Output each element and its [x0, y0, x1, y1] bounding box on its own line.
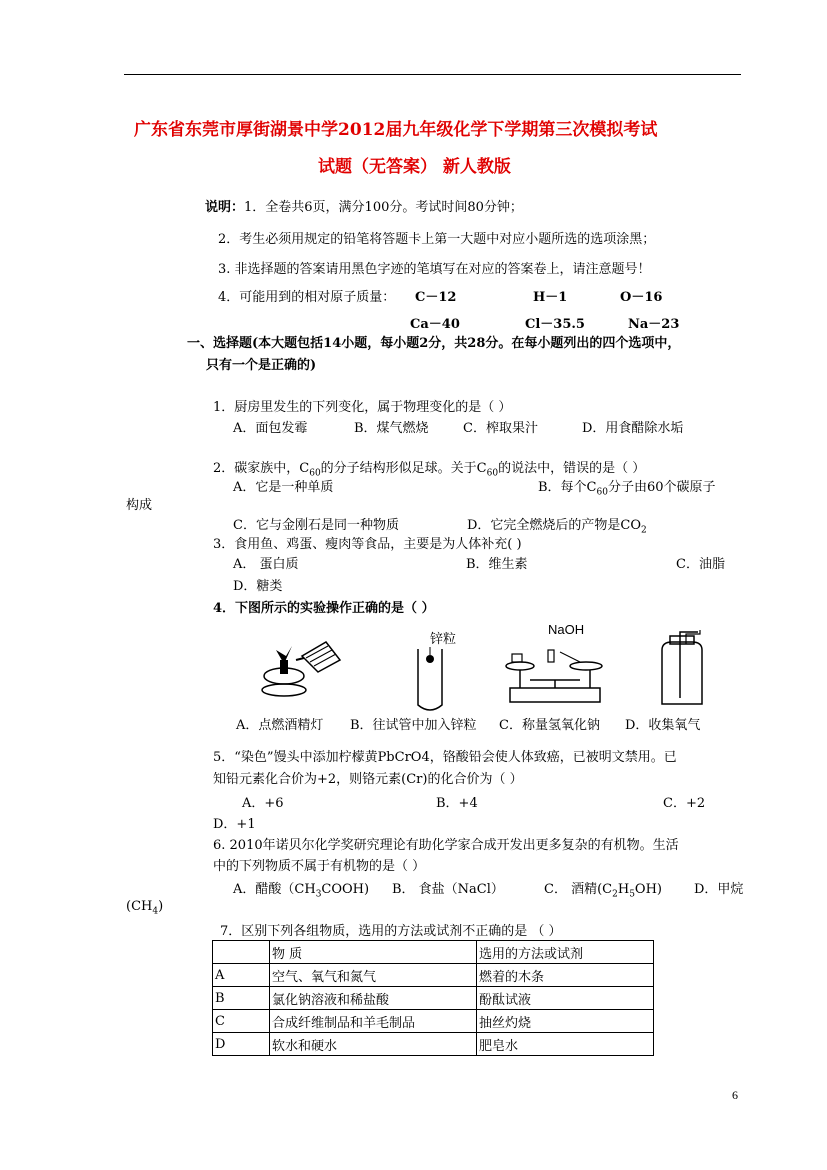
- note-1: 1．全卷共6页，满分100分。考试时间80分钟；: [244, 200, 523, 215]
- table-cell: A: [213, 964, 270, 987]
- q2-option-b-wrap: 构成: [126, 498, 153, 513]
- page-number: 6: [732, 1088, 738, 1102]
- gas-bottle-figure: [650, 630, 710, 712]
- mass-ca: Ca－40: [410, 317, 460, 332]
- q5-option-c: C．+2: [663, 796, 706, 811]
- mass-cl: Cl－35.5: [525, 317, 585, 332]
- q5-line-2: 知铅元素化合价为+2，则铬元素(Cr)的化合价为（ ）: [213, 772, 523, 787]
- q6-option-a: A．醋酸$(CH_3COOH)$: [233, 882, 370, 900]
- table-header-cell: 物 质: [270, 941, 477, 964]
- table-header-row: [213, 941, 654, 964]
- q4-option-a: A．点燃酒精灯: [236, 718, 324, 733]
- q5-option-b: B．+4: [436, 796, 478, 811]
- q3-option-b: B．维生素: [466, 557, 528, 572]
- table-cell: 合成纤维制品和羊毛制品: [270, 1010, 477, 1033]
- q2-option-c: C．它与金刚石是同一种物质: [233, 518, 399, 533]
- zinc-label: 锌粒: [430, 632, 457, 647]
- q3-stem: 3．食用鱼、鸡蛋、瘦肉等食品，主要是为人体补充( ): [213, 537, 522, 552]
- table-cell: B: [213, 987, 270, 1010]
- mass-h: H－1: [533, 290, 568, 305]
- section-heading-1: 一、选择题(本大题包括14小题，每小题2分，共28分。在每小题列出的四个选项中，: [187, 336, 681, 351]
- table-cell: C: [213, 1010, 270, 1033]
- q4-option-b: B．往试管中加入锌粒: [350, 718, 477, 733]
- q5-option-a: A．+6: [242, 796, 284, 811]
- header-rule: [124, 74, 741, 75]
- q1-option-c: C．榨取果汁: [463, 421, 538, 436]
- mass-na: Na－23: [628, 317, 680, 332]
- q7-table: [212, 940, 654, 1056]
- table-cell: 酚酞试液: [477, 987, 654, 1010]
- table-header-cell: 选用的方法或试剂: [477, 941, 654, 964]
- table-cell: 燃着的木条: [477, 964, 654, 987]
- q3-option-d: D．糖类: [233, 579, 283, 594]
- q1-option-a: A．面包发霉: [233, 421, 308, 436]
- q6-line-1: 6. 2010年诺贝尔化学奖研究理论有助化学家合成开发出更多复杂的有机物。生活: [213, 838, 679, 853]
- table-cell: 软水和硬水: [270, 1033, 477, 1056]
- title-line-1: 广东省东莞市厚街湖景中学2012届九年级化学下学期第三次模拟考试: [134, 120, 658, 140]
- balance-figure: [500, 640, 610, 710]
- q2-stem: 2．碳家族中，$C_{60}$的分子结构形似足球。关于$C_{60}$的说法中，错误的是（ ）: [213, 461, 646, 479]
- table-row: [213, 1033, 654, 1056]
- q7-stem: 7．区别下列各组物质，选用的方法或试剂不正确的是 （ ）: [220, 924, 562, 939]
- table-cell: 肥皂水: [477, 1033, 654, 1056]
- q4-option-d: D．收集氧气: [625, 718, 701, 733]
- q5-line-1: 5．“染色”馒头中添加柠檬黄PbCrO4，铬酸铅会使人体致癌，已被明文禁用。已: [213, 750, 677, 765]
- q3-option-a: A． 蛋白质: [233, 557, 299, 572]
- table-cell: 氯化钠溶液和稀盐酸: [270, 987, 477, 1010]
- note-4-label: 4．可能用到的相对原子质量：: [218, 290, 396, 305]
- q2-option-a: A．它是一种单质: [233, 480, 334, 495]
- q6-line-2: 中的下列物质不属于有机物的是（ ）: [213, 859, 426, 874]
- q6-option-b: B． 食盐（NaCl）: [392, 882, 504, 897]
- table-row: [213, 987, 654, 1010]
- table-cell: 空气、氧气和氮气: [270, 964, 477, 987]
- q1-option-d: D．用食醋除水垢: [582, 421, 684, 436]
- q6-option-d-wrap: $(CH_4)$: [126, 899, 164, 917]
- table-header-cell: [213, 941, 270, 964]
- q6-option-c: C． 酒精$(C_2H_5OH)$: [544, 882, 662, 900]
- naoh-label: NaOH: [548, 622, 585, 637]
- section-heading-2: 只有一个是正确的): [206, 358, 317, 373]
- q4-option-c: C．称量氢氧化钠: [499, 718, 600, 733]
- mass-c: C－12: [415, 290, 457, 305]
- q2-option-b: B．每个$C_{60}$分子由60个碳原子: [538, 480, 716, 498]
- table-cell: 抽丝灼烧: [477, 1010, 654, 1033]
- q3-option-c: C．油脂: [676, 557, 725, 572]
- q1-option-b: B．煤气燃烧: [354, 421, 429, 436]
- mass-o: O－16: [620, 290, 663, 305]
- table-row: [213, 1010, 654, 1033]
- note-3: 3. 非选择题的答案请用黑色字迹的笔填写在对应的答案卷上，请注意题号！: [218, 262, 651, 277]
- notes-label: 说明：: [205, 200, 245, 215]
- table-cell: D: [213, 1033, 270, 1056]
- title-line-2: 试题（无答案） 新人教版: [318, 157, 511, 177]
- q6-option-d: D．甲烷: [694, 882, 744, 897]
- alcohol-lamp-figure: [256, 630, 346, 710]
- table-row: [213, 964, 654, 987]
- q2-option-d: D．它完全燃烧后的产物是$CO_2$: [467, 518, 647, 536]
- notes-line-1: [205, 196, 523, 215]
- note-2: 2．考生必须用规定的铅笔将答题卡上第一大题中对应小题所选的选项涂黑；: [218, 232, 656, 247]
- q4-stem: 4．下图所示的实验操作正确的是（ ）: [213, 601, 435, 616]
- test-tube-figure: [410, 645, 450, 715]
- q5-option-d: D．+1: [213, 817, 256, 832]
- q1-stem: 1．厨房里发生的下列变化，属于物理变化的是（ ）: [213, 400, 512, 415]
